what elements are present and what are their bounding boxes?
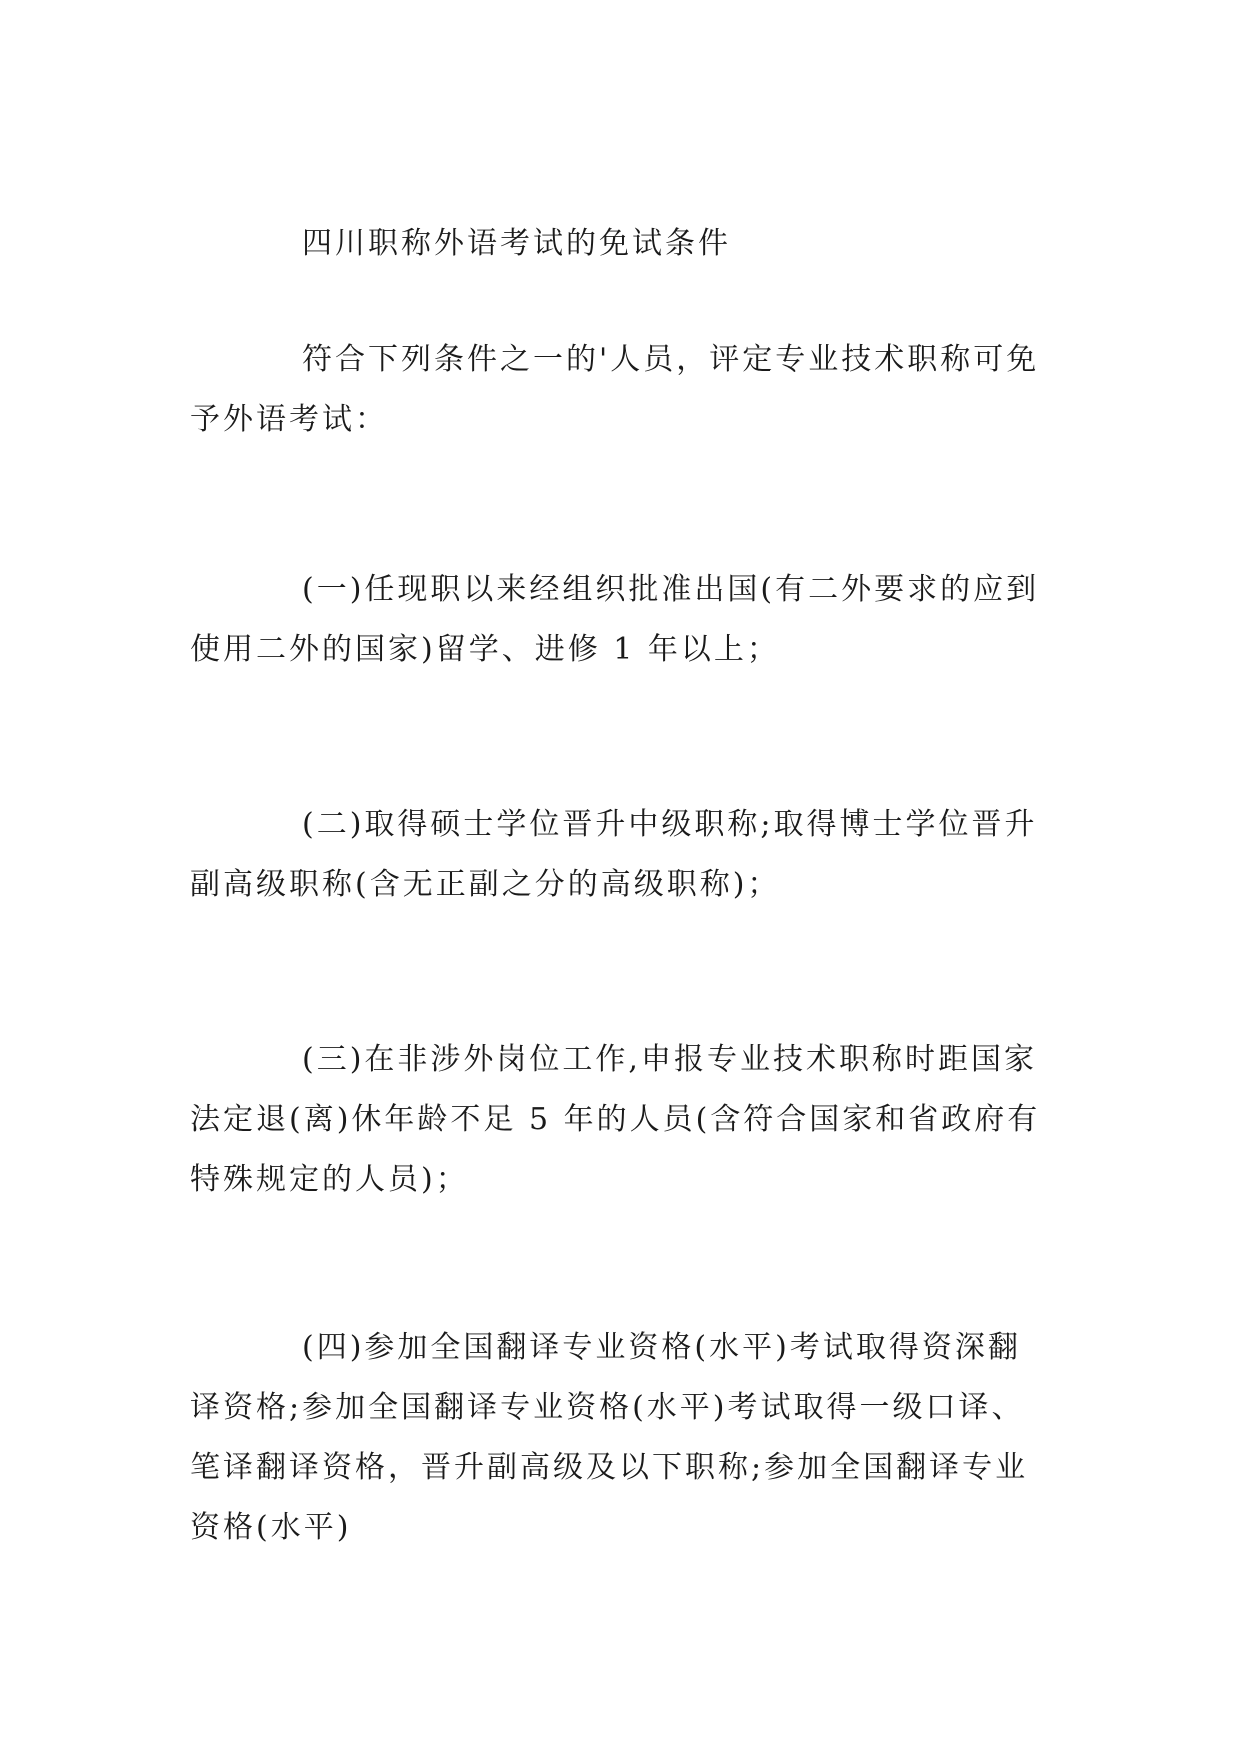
exemption-item-1: (一)任现职以来经组织批准出国(有二外要求的应到使用二外的国家)留学、进修 1 年以上；	[190, 572, 1040, 667]
document-title: 四川职称外语考试的免试条件	[302, 226, 731, 261]
exemption-item-3: (三)在非涉外岗位工作,申报专业技术职称时距国家法定退(离)休年龄不足 5 年的人员(含符合国家和省政府有特殊规定的人员)；	[190, 1042, 1041, 1197]
exemption-item-2: (二)取得硕士学位晋升中级职称;取得博士学位晋升副高级职称(含无正副之分的高级职称)；	[190, 807, 1038, 902]
exemption-item-4: (四)参加全国翻译专业资格(水平)考试取得资深翻译资格;参加全国翻译专业资格(水平)考试取得一级口译、笔译翻译资格，晋升副高级及以下职称;参加全国翻译专业资格(水平)	[190, 1330, 1029, 1545]
intro-paragraph: 符合下列条件之一的'人员，评定专业技术职称可免予外语考试：	[190, 342, 1040, 437]
